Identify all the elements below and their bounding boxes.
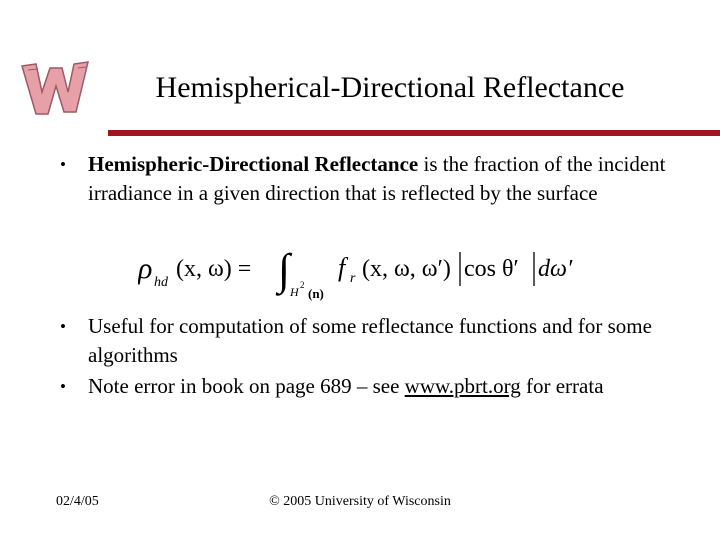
eq-domain-sup: 2: [300, 280, 305, 290]
footer-date: 02/4/05: [56, 494, 99, 509]
bullet-errata: [60, 372, 670, 401]
bullet-useful: [60, 312, 670, 370]
term-bold: Hemispheric-Directional Reflectance: [88, 152, 419, 176]
errata-text-after: for errata: [520, 374, 604, 398]
title-rule: [108, 130, 720, 136]
eq-rho: ρ: [138, 252, 153, 285]
eq-f: f: [338, 253, 346, 282]
pbrt-link[interactable]: www.pbrt.org: [404, 374, 521, 398]
bullet-text: Useful for computation of some reflectance functions and for some algorithms: [88, 314, 652, 367]
eq-f-args: (x, ω, ω′): [362, 256, 451, 282]
footer-copyright: © 2005 University of Wisconsin: [269, 494, 451, 509]
definition-text: is the fraction of the incident irradiance in a given direction that is reflected by the surface: [88, 152, 666, 205]
errata-text-before: Note error in book on page 689 – see: [88, 374, 405, 398]
eq-domain: H: [290, 285, 299, 299]
bullet-marker: •: [60, 155, 66, 174]
bullet-definition: [60, 150, 670, 208]
eq-f-sub: r: [350, 271, 356, 286]
eq-domain-arg: (n): [308, 286, 324, 301]
eq-rho-sub: hd: [154, 275, 168, 290]
bullet-marker: •: [60, 317, 66, 336]
slide-title: Hemispherical-Directional Reflectance: [155, 71, 625, 104]
equation: [138, 240, 598, 302]
bullet-marker: •: [60, 377, 66, 396]
eq-integral: ∫: [278, 245, 291, 294]
university-logo: [18, 52, 98, 122]
eq-cos: cos θ′: [464, 256, 519, 282]
eq-lhs-args: (x, ω) =: [176, 256, 252, 282]
eq-dw: dω′: [538, 256, 573, 282]
